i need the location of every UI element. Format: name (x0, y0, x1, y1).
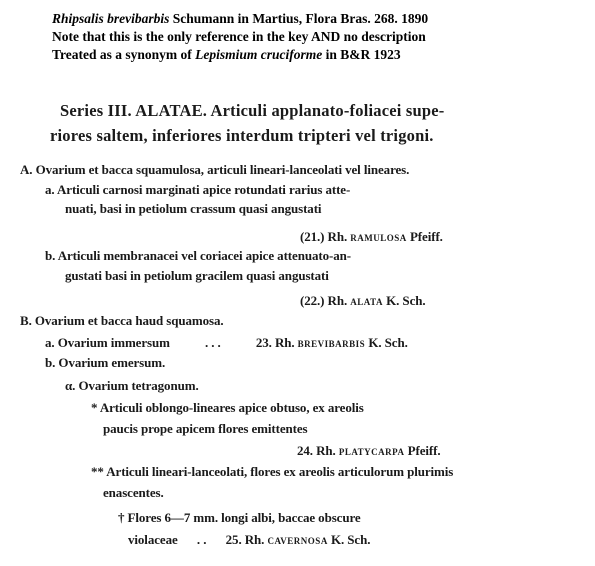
key-lead-star2-line2: enascentes. (103, 485, 164, 500)
leader-dots: . . . (204, 335, 221, 350)
species-author: K. Sch. (386, 293, 426, 308)
key-lead-Aa-line1: a. Articuli carnosi marginati apice rotundati rarius atte- (45, 182, 351, 197)
leader-dots: . . (196, 532, 207, 547)
key-lead-star2-line1: ** Articuli lineari-lanceolati, flores ex areolis articulorum plurimis (91, 464, 454, 479)
key-lead-star1-line2: paucis prope apicem flores emittentes (103, 421, 308, 436)
species-name-italic: Rhipsalis brevibarbis (52, 11, 170, 26)
synonym-post: in B&R 1923 (322, 47, 401, 62)
species-epithet: cavernosa (267, 532, 328, 547)
key-lead-Bb: b. Ovarium emersum. (45, 355, 166, 370)
species-number: 24. Rh. (297, 443, 336, 458)
species-author: Pfeiff. (409, 229, 443, 244)
synonym-pre: Treated as a synonym of (52, 47, 196, 62)
species-number: 23. Rh. (255, 335, 295, 350)
key-lead-alpha: α. Ovarium tetragonum. (65, 378, 199, 393)
species-number: (22.) Rh. (300, 293, 348, 308)
key-lead-Ab-line1: b. Articuli membranacei vel coriacei apice attenuato-an- (45, 248, 351, 263)
key-lead-Aa-line2: nuati, basi in petiolum crassum quasi angustati (65, 201, 322, 216)
key-lead-A: A. Ovarium et bacca squamulosa, articuli lineari-lanceolati vel lineares. (20, 162, 410, 177)
species-author: K. Sch. (330, 532, 371, 547)
species-number: 25. Rh. (225, 532, 265, 547)
key-result-24 (297, 443, 441, 459)
species-epithet: alata (350, 293, 383, 308)
lead-text: a. Ovarium immersum (45, 335, 170, 350)
species-epithet: platycarpa (338, 443, 405, 458)
key-result-21 (300, 229, 443, 245)
citation-text: Schumann in Martius, Flora Bras. 268. 1890 (169, 11, 429, 26)
species-author: K. Sch. (368, 335, 408, 350)
key-lead-dagger-line2 (128, 532, 370, 548)
species-author: Pfeiff. (407, 443, 441, 458)
header-note-reference: Note that this is the only reference in the key AND no description (52, 29, 426, 44)
series-heading-line2: riores saltem, inferiores interdum tripteri vel trigoni. (50, 126, 434, 145)
synonym-species: Lepismium cruciforme (195, 47, 323, 62)
key-lead-Ab-line2: gustati basi in petiolum gracilem quasi angustati (65, 268, 329, 283)
species-epithet: ramulosa (350, 229, 407, 244)
lead-text: violaceae (128, 532, 178, 547)
key-lead-Ba (45, 335, 408, 351)
key-lead-dagger-line1: † Flores 6—7 mm. longi albi, baccae obscure (118, 510, 361, 525)
species-number: (21.) Rh. (300, 229, 348, 244)
header-note-citation (52, 10, 428, 27)
key-lead-star1-line1: * Articuli oblongo-lineares apice obtuso, ex areolis (91, 400, 364, 415)
header-note-synonym (52, 46, 401, 63)
key-result-22 (300, 293, 426, 309)
species-epithet: brevibarbis (297, 335, 366, 350)
series-heading-line1: Series III. ALATAE. Articuli applanato-foliacei supe- (60, 101, 445, 120)
key-lead-B: B. Ovarium et bacca haud squamosa. (20, 313, 224, 328)
